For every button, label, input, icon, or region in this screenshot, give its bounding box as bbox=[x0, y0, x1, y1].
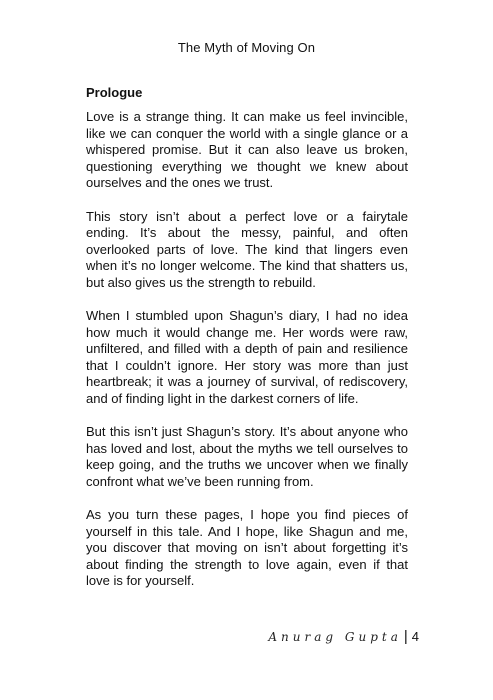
page-number: 4 bbox=[411, 629, 419, 644]
footer-separator: | bbox=[403, 628, 408, 645]
chapter-heading: Prologue bbox=[86, 85, 143, 100]
paragraph-1: Love is a strange thing. It can make us feel invincible, like we can conquer the world with a single glance or a whispered promise. But it can also leave us broken, questioning everything we thought we knew about ourselves and the ones we trust. bbox=[86, 109, 408, 190]
page-footer bbox=[268, 628, 419, 645]
paragraph-3: When I stumbled upon Shagun’s diary, I had no idea how much it would change me. Her words were raw, unfiltered, and filled with a depth of pain and resilience that I couldn’t ignore. Her story was more than just heartbreak; it was a journey of survival, of rediscovery, and of finding light in the darkest corners of life. bbox=[86, 308, 408, 406]
paragraph-5: As you turn these pages, I hope you find pieces of yourself in this tale. And I hope, like Shagun and me, you discover that moving on isn’t about forgetting it’s about finding the strength to love again, even if that love is for yourself. bbox=[86, 507, 408, 588]
page-body bbox=[86, 85, 408, 607]
running-header-title: The Myth of Moving On bbox=[177, 40, 316, 55]
footer-author: Anurag Gupta bbox=[268, 629, 402, 644]
paragraph-2: This story isn’t about a perfect love or a fairytale ending. It’s about the messy, painful, and often overlooked parts of love. The kind that lingers even when it’s no longer welcome. The kind that shatters us, but also gives us the strength to rebuild. bbox=[86, 208, 408, 290]
paragraph-4: But this isn’t just Shagun’s story. It’s about anyone who has loved and lost, about the myths we tell ourselves to keep going, and the truths we uncover when we finally confront what we’ve been running from. bbox=[86, 424, 408, 489]
